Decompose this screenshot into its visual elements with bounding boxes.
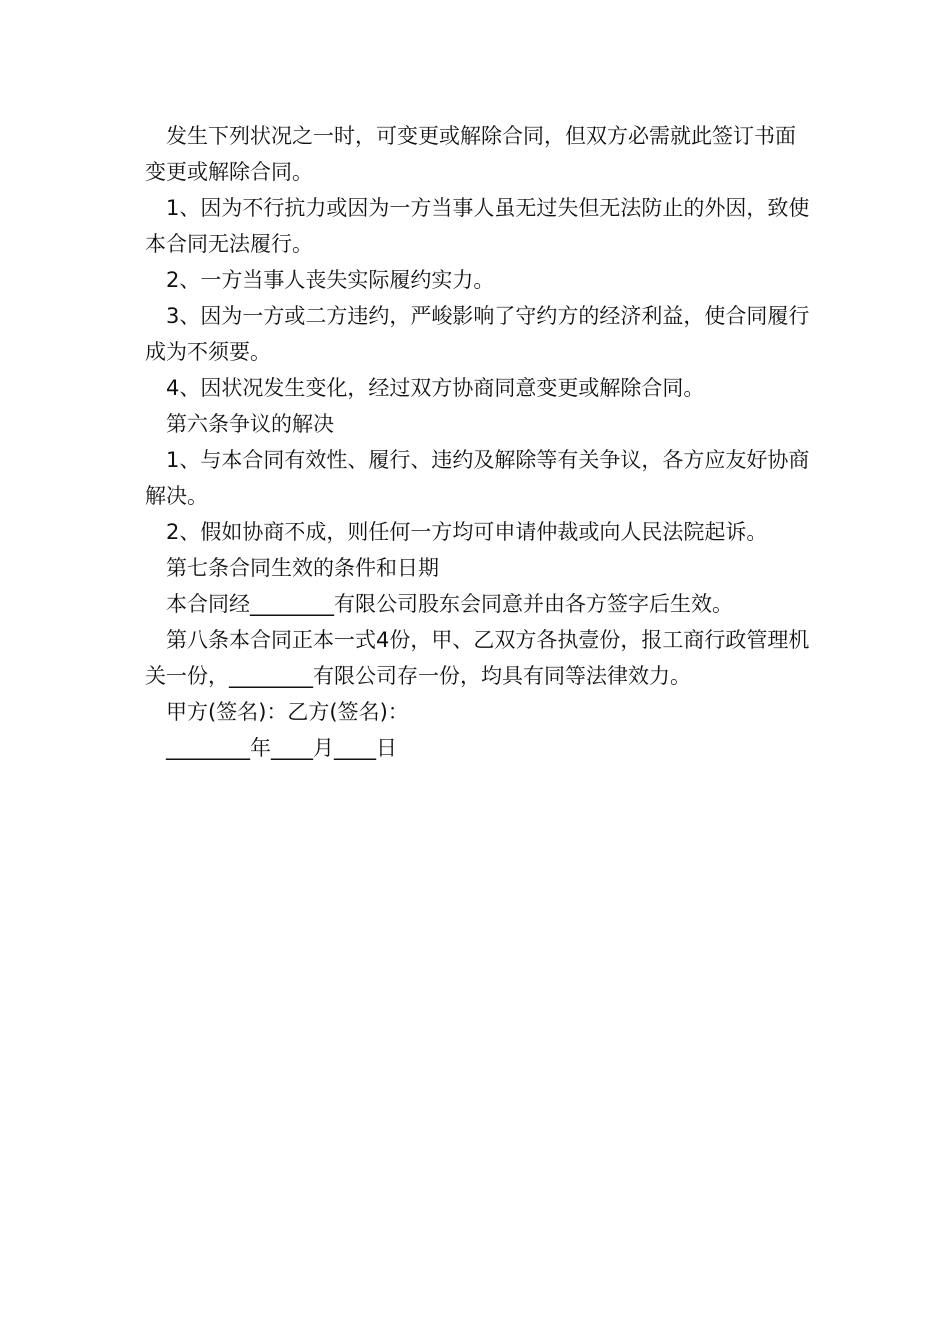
signature-line: 甲方(签名)：乙方(签名)： [166, 700, 409, 724]
document-body [145, 118, 810, 766]
paragraph-effectiveness-condition: 本合同经________有限公司股东会同意并由各方签字后生效。 [166, 592, 733, 616]
heading-article-6-dispute: 第六条争议的解决 [166, 412, 334, 436]
paragraph-clause-1-force-majeure: 1、因为不行抗力或因为一方当事人虽无过失但无法防止的外因，致使本合同无法履行。 [145, 196, 810, 256]
paragraph-clause-3-breach: 3、因为一方或二方违约，严峻影响了守约方的经济利益，使合同履行成为不须要。 [145, 304, 810, 364]
paragraph-clause-2-capacity-loss: 2、一方当事人丧失实际履约实力。 [166, 268, 495, 292]
paragraph-clause-4-circumstance-change: 4、因状况发生变化，经过双方协商同意变更或解除合同。 [166, 376, 705, 400]
paragraph-article-8-copies: 第八条本合同正本一式4份，甲、乙双方各执壹份，报工商行政管理机关一份，________有限公司存一份，均具有同等法律效力。 [145, 628, 810, 688]
paragraph-change-termination-intro: 发生下列状况之一时，可变更或解除合同，但双方必需就此签订书面变更或解除合同。 [145, 124, 796, 184]
paragraph-dispute-2-arbitration: 2、假如协商不成，则任何一方均可申请仲裁或向人民法院起诉。 [166, 520, 768, 544]
paragraph-dispute-1-negotiation: 1、与本合同有效性、履行、违约及解除等有关争议，各方应友好协商解决。 [145, 448, 810, 508]
heading-article-7-effectiveness: 第七条合同生效的条件和日期 [166, 556, 439, 580]
date-line: ________年____月____日 [166, 736, 397, 760]
